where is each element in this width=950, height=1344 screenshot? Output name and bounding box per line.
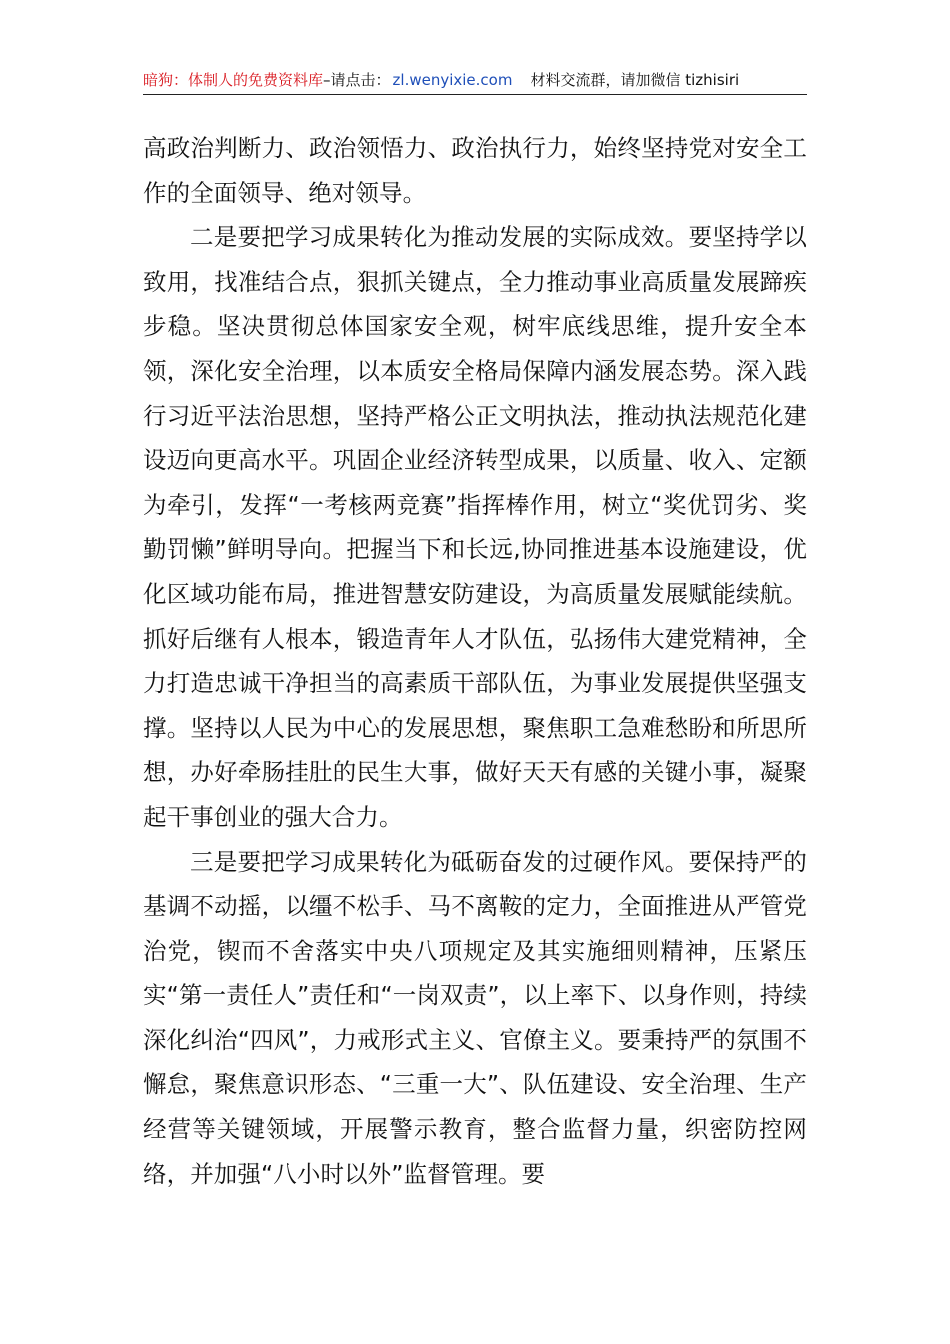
header-wechat-group: 材料交流群，请加微信 tizhisiri	[530, 71, 740, 89]
header-url-link[interactable]: zl.wenyixie.com	[392, 71, 513, 89]
paragraph-point-two: 二是要把学习成果转化为推动发展的实际成效。要坚持学以致用，找准结合点，狠抓关键点，全力推动事业高质量发展蹄疾步稳。坚决贯彻总体国家安全观，树牢底线思维，提升安全本领，深化安全治理，以本质安全格局保障内涵发展态势。深入践行习近平法治思想，坚持严格公正文明执法，推动执法规范化建设迈向更高水平。巩固企业经济转型成果，以质量、收入、定额为牵引，发挥“一考核两竞赛”指挥棒作用，树立“奖优罚劣、奖勤罚懒”鲜明导向。把握当下和长远,协同推进基本设施建设，优化区域功能布局，推进智慧安防建设，为高质量发展赋能续航。抓好后继有人根本，锻造青年人才队伍，弘扬伟大建党精神，全力打造忠诚干净担当的高素质干部队伍，为事业发展提供坚强支撑。坚持以人民为中心的发展思想，聚焦职工急难愁盼和所思所想，办好牵肠挂肚的民生大事，做好天天有感的关键小事，凝聚起干事创业的强大合力。	[143, 223, 807, 831]
page-header	[143, 66, 807, 95]
header-brand: 暗狗：体制人的免费资料库	[143, 71, 324, 89]
paragraph-point-three: 三是要把学习成果转化为砥砺奋发的过硬作风。要保持严的基调不动摇，以缰不松手、马不离鞍的定力，全面推进从严管党治党，锲而不舍落实中央八项规定及其实施细则精神，压紧压实“第一责任人”责任和“一岗双责”，以上率下、以身作则，持续深化纠治“四风”，力戒形式主义、官僚主义。要秉持严的氛围不懈怠，聚焦意识形态、“三重一大”、队伍建设、安全治理、生产经营等关键领域，开展警示教育，整合监督力量，织密防控网络，并加强“八小时以外”监督管理。要	[143, 847, 807, 1188]
document-body	[143, 126, 807, 1196]
paragraph-continuation: 高政治判断力、政治领悟力、政治执行力，始终坚持党对安全工作的全面领导、绝对领导。	[143, 134, 807, 207]
header-prompt: –请点击：	[323, 71, 391, 89]
